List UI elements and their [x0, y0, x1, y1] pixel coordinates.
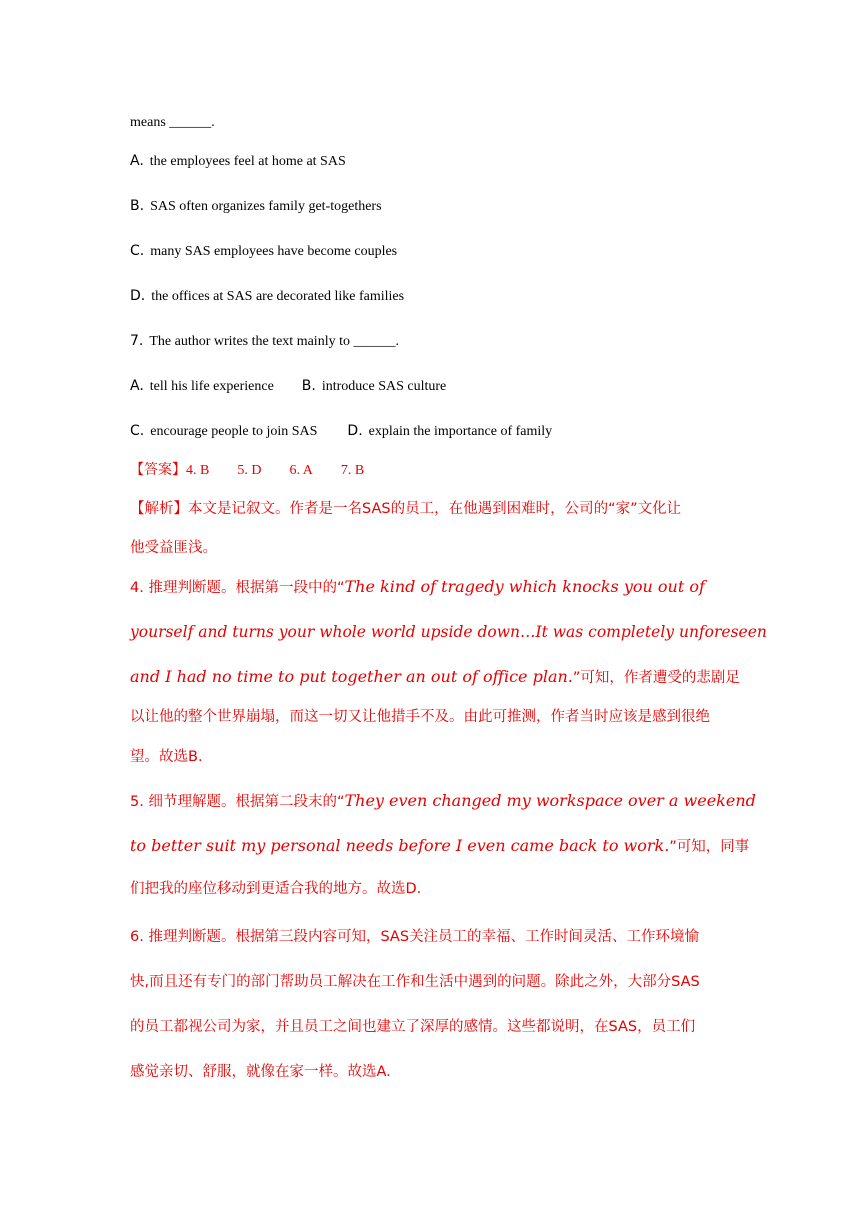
explain-text: ”可知，作者遭受的悲剧足: [572, 670, 740, 686]
option-text: explain the importance of family: [368, 424, 553, 439]
option-text: tell his life experience: [149, 379, 274, 394]
q6-option-a: [130, 152, 346, 171]
explain-text: ”可知，同事: [669, 839, 750, 855]
explain-choice: D.: [405, 881, 422, 897]
q7-options-row-1: [130, 377, 446, 396]
option-text: introduce SAS culture: [321, 379, 447, 394]
explain-text: ，员工们: [637, 1019, 696, 1035]
option-text: the employees feel at home at SAS: [149, 154, 346, 169]
option-letter: D.: [130, 288, 146, 304]
option-letter: B.: [130, 198, 145, 214]
explain-choice: B.: [188, 749, 203, 765]
option-letter: C.: [130, 423, 145, 439]
analysis-intro-line-1: [130, 500, 681, 518]
explain-prefix: 5. 细节理解题。根据第二段末的“: [130, 794, 345, 810]
option-text: SAS often organizes family get-togethers: [150, 199, 382, 214]
answer-tag: 【答案】: [130, 462, 186, 478]
option-text: the offices at SAS are decorated like families: [151, 289, 405, 304]
answer-line: [130, 461, 364, 480]
question-number: 7.: [130, 333, 144, 349]
explain-text: 以让他的整个世界崩塌，而这一切又让他措手不及。由此可推测，作者当时应该是感到很绝: [130, 709, 710, 725]
explain-text: 们把我的座位移动到更适合我的地方。故选: [130, 881, 406, 897]
explain-text: 快,而且还有专门的部门帮助员工解决在工作和生活中遇到的问题。除此之外，大部分: [130, 974, 672, 990]
q6-stem-tail: [130, 114, 215, 132]
analysis-intro-line-2: [130, 539, 217, 557]
answer-item: 4. B: [186, 463, 210, 478]
q6-option-b: [130, 197, 382, 216]
quote-text: yourself and turns your whole world upside down…It was completely unforeseen: [130, 623, 767, 641]
q7-options-row-2: [130, 422, 552, 441]
explain-prefix: 4. 推理判断题。根据第一段中的“: [130, 580, 345, 596]
explain-text: 望。故选: [130, 749, 188, 765]
option-letter: A.: [130, 378, 144, 394]
q4-explain-line-1: [130, 578, 705, 597]
q6-explain-line-3: [130, 1018, 695, 1036]
option-text: encourage people to join SAS: [150, 424, 318, 439]
q5-explain-line-3: [130, 880, 421, 898]
q6-option-d: [130, 287, 404, 306]
option-letter: B.: [301, 378, 316, 394]
option-letter: A.: [130, 153, 144, 169]
question-text: The author writes the text mainly to ______.: [149, 334, 399, 349]
q4-explain-line-5: [130, 748, 203, 766]
option-text: many SAS employees have become couples: [150, 244, 398, 259]
answer-item: 7. B: [340, 463, 365, 478]
q7-stem: [130, 332, 399, 351]
analysis-text: 本文是记叙文。作者是一名: [188, 501, 362, 517]
sas-term: SAS: [608, 1019, 638, 1035]
explain-choice: A.: [376, 1064, 391, 1080]
quote-text: to better suit my personal needs before I even came back to work.: [130, 836, 670, 855]
q5-explain-line-2: [130, 837, 749, 856]
answer-item: 5. D: [237, 463, 262, 478]
sas-term: SAS: [380, 929, 410, 945]
quote-text: and I had no time to put together an out of office plan.: [130, 667, 573, 686]
q5-explain-line-1: [130, 792, 756, 811]
answer-item: 6. A: [289, 463, 313, 478]
analysis-tag: 【解析】: [130, 501, 188, 517]
q4-explain-line-4: [130, 708, 710, 726]
quote-text: They even changed my workspace over a weekend: [344, 791, 756, 810]
sas-term: SAS: [671, 974, 700, 990]
sas-term: SAS: [362, 501, 391, 517]
option-letter: C.: [130, 243, 145, 259]
q4-explain-line-2: [130, 623, 767, 643]
q6-explain-line-1: [130, 928, 699, 946]
explain-text: 感觉亲切、舒服，就像在家一样。故选: [130, 1064, 377, 1080]
q6-stem-text: means ______.: [130, 115, 215, 130]
q6-explain-line-2: [130, 973, 700, 991]
explain-prefix: 6. 推理判断题。根据第三段内容可知，: [130, 929, 381, 945]
q6-explain-line-4: [130, 1063, 391, 1081]
quote-th: Th: [344, 577, 366, 596]
q4-explain-line-3: [130, 668, 740, 687]
q6-option-c: [130, 242, 397, 261]
explain-text: 关注员工的幸福、工作时间灵活、工作环境愉: [409, 929, 700, 945]
analysis-text: 的员工，在他遇到困难时，公司的“家”文化让: [390, 501, 682, 517]
quote-text: e kind of tragedy which knocks you out of: [365, 577, 705, 596]
option-letter: D.: [347, 423, 363, 439]
analysis-text: 他受益匪浅。: [130, 540, 217, 556]
explain-text: 的员工都视公司为家，并且员工之间也建立了深厚的感情。这些都说明，在: [130, 1019, 609, 1035]
